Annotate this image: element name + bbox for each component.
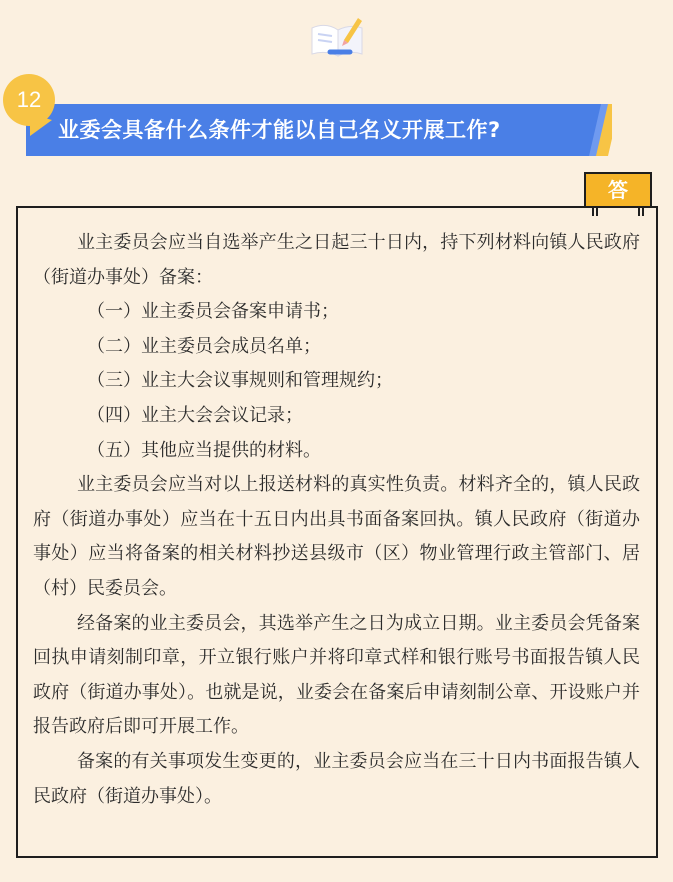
answer-list-item: （四）业主大会会议记录； (87, 404, 303, 426)
answer-list-item: （五）其他应当提供的材料。 (87, 439, 321, 461)
answer-paragraph-2: 业主委员会应当对以上报送材料的真实性负责。材料齐全的，镇人民政府（街道办事处）应当在十五日内出具书面备案回执。镇人民政府（街道办事处）应当将备案的相关材料抄送县级市（区）物业管理行政主管部门、居（村）民委员会。 (33, 474, 640, 599)
question-title: 业委会具备什么条件才能以自己名义开展工作? (58, 118, 501, 142)
answer-intro: 业主委员会应当自选举产生之日起三十日内，持下列材料向镇人民政府（街道办事处）备案： (33, 232, 640, 288)
answer-paragraph-3: 经备案的业主委员会，其选举产生之日为成立日期。业主委员会凭备案回执申请刻制印章，开立银行账户并将印章式样和银行账号书面报告镇人民政府（街道办事处）。也就是说，业委会在备案后申请刻制公章、开设账户并报告政府后即可开展工作。 (33, 612, 640, 738)
answer-list-item: （二）业主委员会成员名单； (87, 335, 321, 357)
answer-tag-label: 答 (608, 178, 628, 202)
answer-paragraph-4: 备案的有关事项发生变更的，业主委员会应当在三十日内书面报告镇人民政府（街道办事处）。 (33, 750, 640, 807)
tag-stitch-left (592, 206, 598, 216)
answer-list-item: （一）业主委员会备案申请书； (87, 301, 339, 323)
answer-list-item: （三）业主大会议事规则和管理规约； (87, 370, 393, 392)
notebook-pencil-icon (306, 14, 366, 60)
answer-body (33, 226, 640, 814)
question-number-badge: 12 (3, 74, 55, 126)
answer-tag (584, 172, 652, 208)
tag-stitch-right (638, 206, 644, 216)
